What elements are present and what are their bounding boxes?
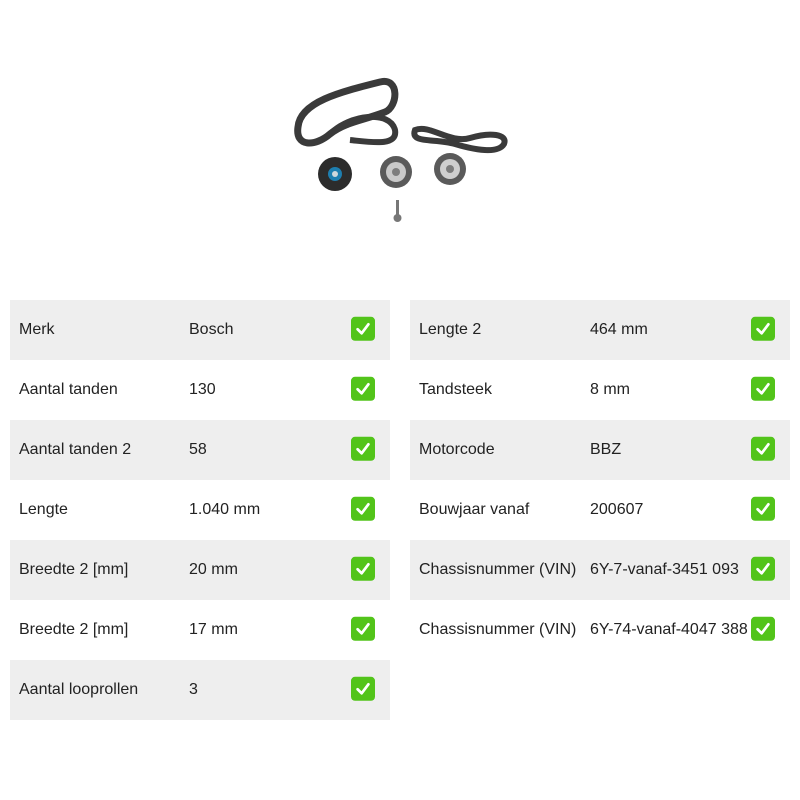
spec-row [410,600,790,660]
spec-value: 6Y-74-vanaf-4047 388 [590,621,748,638]
spec-value: 130 [189,381,216,398]
check-mark-icon [351,377,375,401]
spec-value: 20 mm [189,561,238,578]
spec-value: 6Y-7-vanaf-3451 093 [590,561,739,578]
spec-row [10,420,390,480]
check-mark-icon [751,617,775,641]
spec-label: Chassisnummer (VIN) [419,621,577,638]
spec-value: 8 mm [590,381,630,398]
spec-value: 17 mm [189,621,238,638]
spec-row [410,420,790,480]
spec-row [410,480,790,540]
check-mark-icon [351,557,375,581]
spec-label: Aantal tanden [19,381,118,398]
spec-row [10,300,390,360]
check-mark-icon [351,317,375,341]
spec-value: 1.040 mm [189,501,261,518]
spec-label: Bouwjaar vanaf [419,501,530,518]
spec-label: Breedte 2 [mm] [19,561,129,578]
spec-value: BBZ [590,441,622,458]
timing-belt-kit-image [290,72,510,227]
spec-label: Aantal looprollen [19,681,139,698]
check-mark-icon [751,557,775,581]
check-mark-icon [351,437,375,461]
spec-table-right [410,300,790,660]
spec-value: 464 mm [590,321,648,338]
spec-label: Breedte 2 [mm] [19,621,129,638]
check-mark-icon [751,437,775,461]
spec-value: 200607 [590,501,644,518]
spec-label: Merk [19,321,55,338]
spec-table-left [10,300,390,720]
spec-row [10,540,390,600]
spec-value: 58 [189,441,207,458]
spec-label: Aantal tanden 2 [19,441,132,458]
check-mark-icon [751,317,775,341]
spec-row [10,360,390,420]
spec-label: Lengte 2 [419,321,482,338]
check-mark-icon [351,617,375,641]
spec-row [410,540,790,600]
check-mark-icon [751,497,775,521]
spec-label: Motorcode [419,441,495,458]
check-mark-icon [351,677,375,701]
spec-row [10,660,390,720]
spec-value: 3 [189,681,198,698]
spec-row [410,360,790,420]
spec-label: Chassisnummer (VIN) [419,561,577,578]
spec-value: Bosch [189,321,234,338]
check-mark-icon [751,377,775,401]
spec-row [10,480,390,540]
spec-label: Tandsteek [419,381,492,398]
spec-label: Lengte [19,501,68,518]
check-mark-icon [351,497,375,521]
spec-row [10,600,390,660]
spec-row [410,300,790,360]
